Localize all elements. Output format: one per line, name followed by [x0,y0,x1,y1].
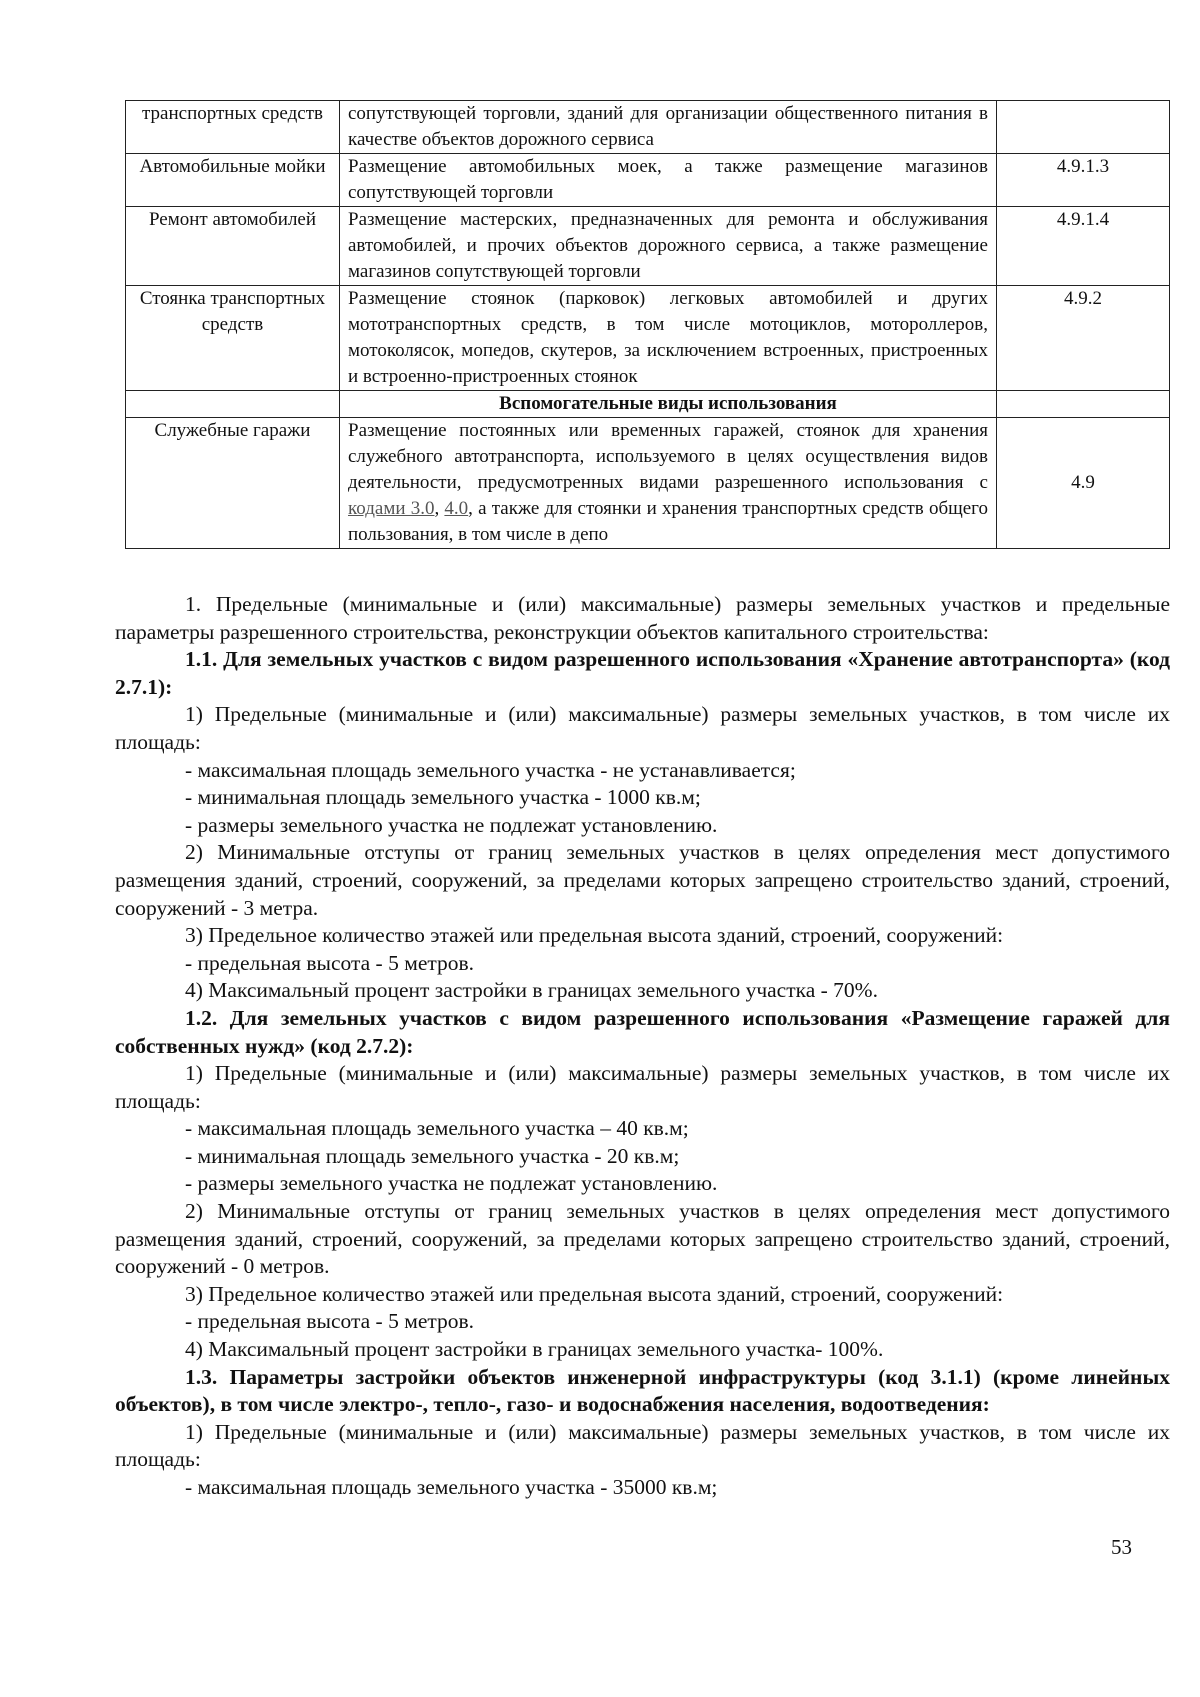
paragraph: 2) Минимальные отступы от границ земельных участков в целях определения мест допустимого размещения зданий, строений, сооружений, за пределами которых запрещено строительство зданий, строений, сооружений - 0 метров. [115,1199,1170,1279]
paragraph: 3) Предельное количество этажей или предельная высота зданий, строений, сооружений: [185,923,1004,948]
section-heading: 1.2. Для земельных участков с видом разрешенного использования «Размещение гаражей для собственных нужд» (код 2.7.2): [115,1005,1170,1058]
use-code-cell [997,101,1170,154]
section-header: Вспомогательные виды использования [340,391,997,418]
list-item: - минимальная площадь земельного участка - 20 кв.м; [185,1143,680,1168]
section-heading: 1.3. Параметры застройки объектов инженерной инфраструктуры (код 3.1.1) (кроме линейных объектов), в том числе электро-, тепло-, газо- и водоснабжения населения, водоотведения: [115,1364,1170,1417]
use-name-cell: Служебные гаражи [126,418,340,549]
list-item: - размеры земельного участка не подлежат установлению. [185,1171,718,1196]
table-section-row [126,391,1170,418]
paragraph: 1. Предельные (минимальные и (или) максимальные) размеры земельных участков и предельные параметры разрешенного строительства, реконструкции объектов капитального строительства: [115,592,1170,644]
table-row [126,207,1170,286]
use-description-cell: Размещение автомобильных моек, а также размещение магазинов сопутствующей торговли [340,154,997,207]
code-link[interactable]: кодами 3.0 [348,498,435,519]
document-body [115,591,1170,1502]
paragraph: 4) Максимальный процент застройки в границах земельного участка- 100%. [185,1337,884,1362]
table-row [126,154,1170,207]
use-code-cell: 4.9 [997,418,1170,549]
use-description-cell: Размещение стоянок (парковок) легковых автомобилей и других мототранспортных средств, в том числе мотоциклов, мотороллеров, мотоколясок, мопедов, скутеров, за исключением встроенных, пристроенных и встроенно-пристроенных стоянок [340,286,997,391]
paragraph: 1) Предельные (минимальные и (или) максимальные) размеры земельных участков, в том числе их площадь: [115,1061,1170,1113]
separator-text: , [434,498,445,519]
list-item: - предельная высота - 5 метров. [185,950,475,975]
list-item: - предельная высота - 5 метров. [185,1309,475,1334]
description-text: Размещение постоянных или временных гаражей, стоянок для хранения служебного автотранспорта, используемого в целях осуществления видов деятельности, предусмотренных видами разрешенного использования с [348,420,988,493]
use-name-cell: Автомобильные мойки [126,154,340,207]
use-name-cell: Стоянка транспортных средств [126,286,340,391]
table-row [126,101,1170,154]
page-number: 53 [1111,1535,1132,1559]
code-link[interactable]: 4.0 [444,498,469,519]
use-name-cell: Ремонт автомобилей [126,207,340,286]
section-heading: 1.1. Для земельных участков с видом разрешенного использования «Хранение автотранспорта» (код 2.7.1): [115,647,1170,699]
empty-cell [126,391,340,418]
use-code-cell: 4.9.2 [997,286,1170,391]
land-use-table [125,100,1170,549]
paragraph: 1) Предельные (минимальные и (или) максимальные) размеры земельных участков, в том числе их площадь: [115,702,1170,754]
empty-cell [997,391,1170,418]
paragraph: 1) Предельные (минимальные и (или) максимальные) размеры земельных участков, в том числе их площадь: [115,1419,1170,1472]
list-item: - максимальная площадь земельного участка - 35000 кв.м; [185,1475,718,1499]
description-text: , а также для стоянки и хранения транспортных средств общего пользования, в том числе в депо [348,498,989,545]
use-description-cell [340,418,997,549]
list-item: - размеры земельного участка не подлежат установлению. [185,812,718,837]
table-row [126,286,1170,391]
paragraph: 2) Минимальные отступы от границ земельных участков в целях определения мест допустимого размещения зданий, строений, сооружений, за пределами которых запрещено строительство зданий, строений, сооружений - 3 метра. [115,840,1170,920]
use-code-cell: 4.9.1.4 [997,207,1170,286]
list-item: - максимальная площадь земельного участка - не устанавливается; [185,757,796,782]
paragraph: 3) Предельное количество этажей или предельная высота зданий, строений, сооружений: [185,1281,1004,1306]
list-item: - максимальная площадь земельного участка – 40 кв.м; [185,1116,689,1141]
use-description-cell: сопутствующей торговли, зданий для организации общественного питания в качестве объектов дорожного сервиса [340,101,997,154]
use-description-cell: Размещение мастерских, предназначенных для ремонта и обслуживания автомобилей, и прочих объектов дорожного сервиса, а также размещение магазинов сопутствующей торговли [340,207,997,286]
paragraph: 4) Максимальный процент застройки в границах земельного участка - 70%. [185,978,878,1003]
use-name-cell: транспортных средств [126,101,340,154]
list-item: - минимальная площадь земельного участка - 1000 кв.м; [185,785,701,810]
use-code-cell: 4.9.1.3 [997,154,1170,207]
table-row [126,418,1170,549]
